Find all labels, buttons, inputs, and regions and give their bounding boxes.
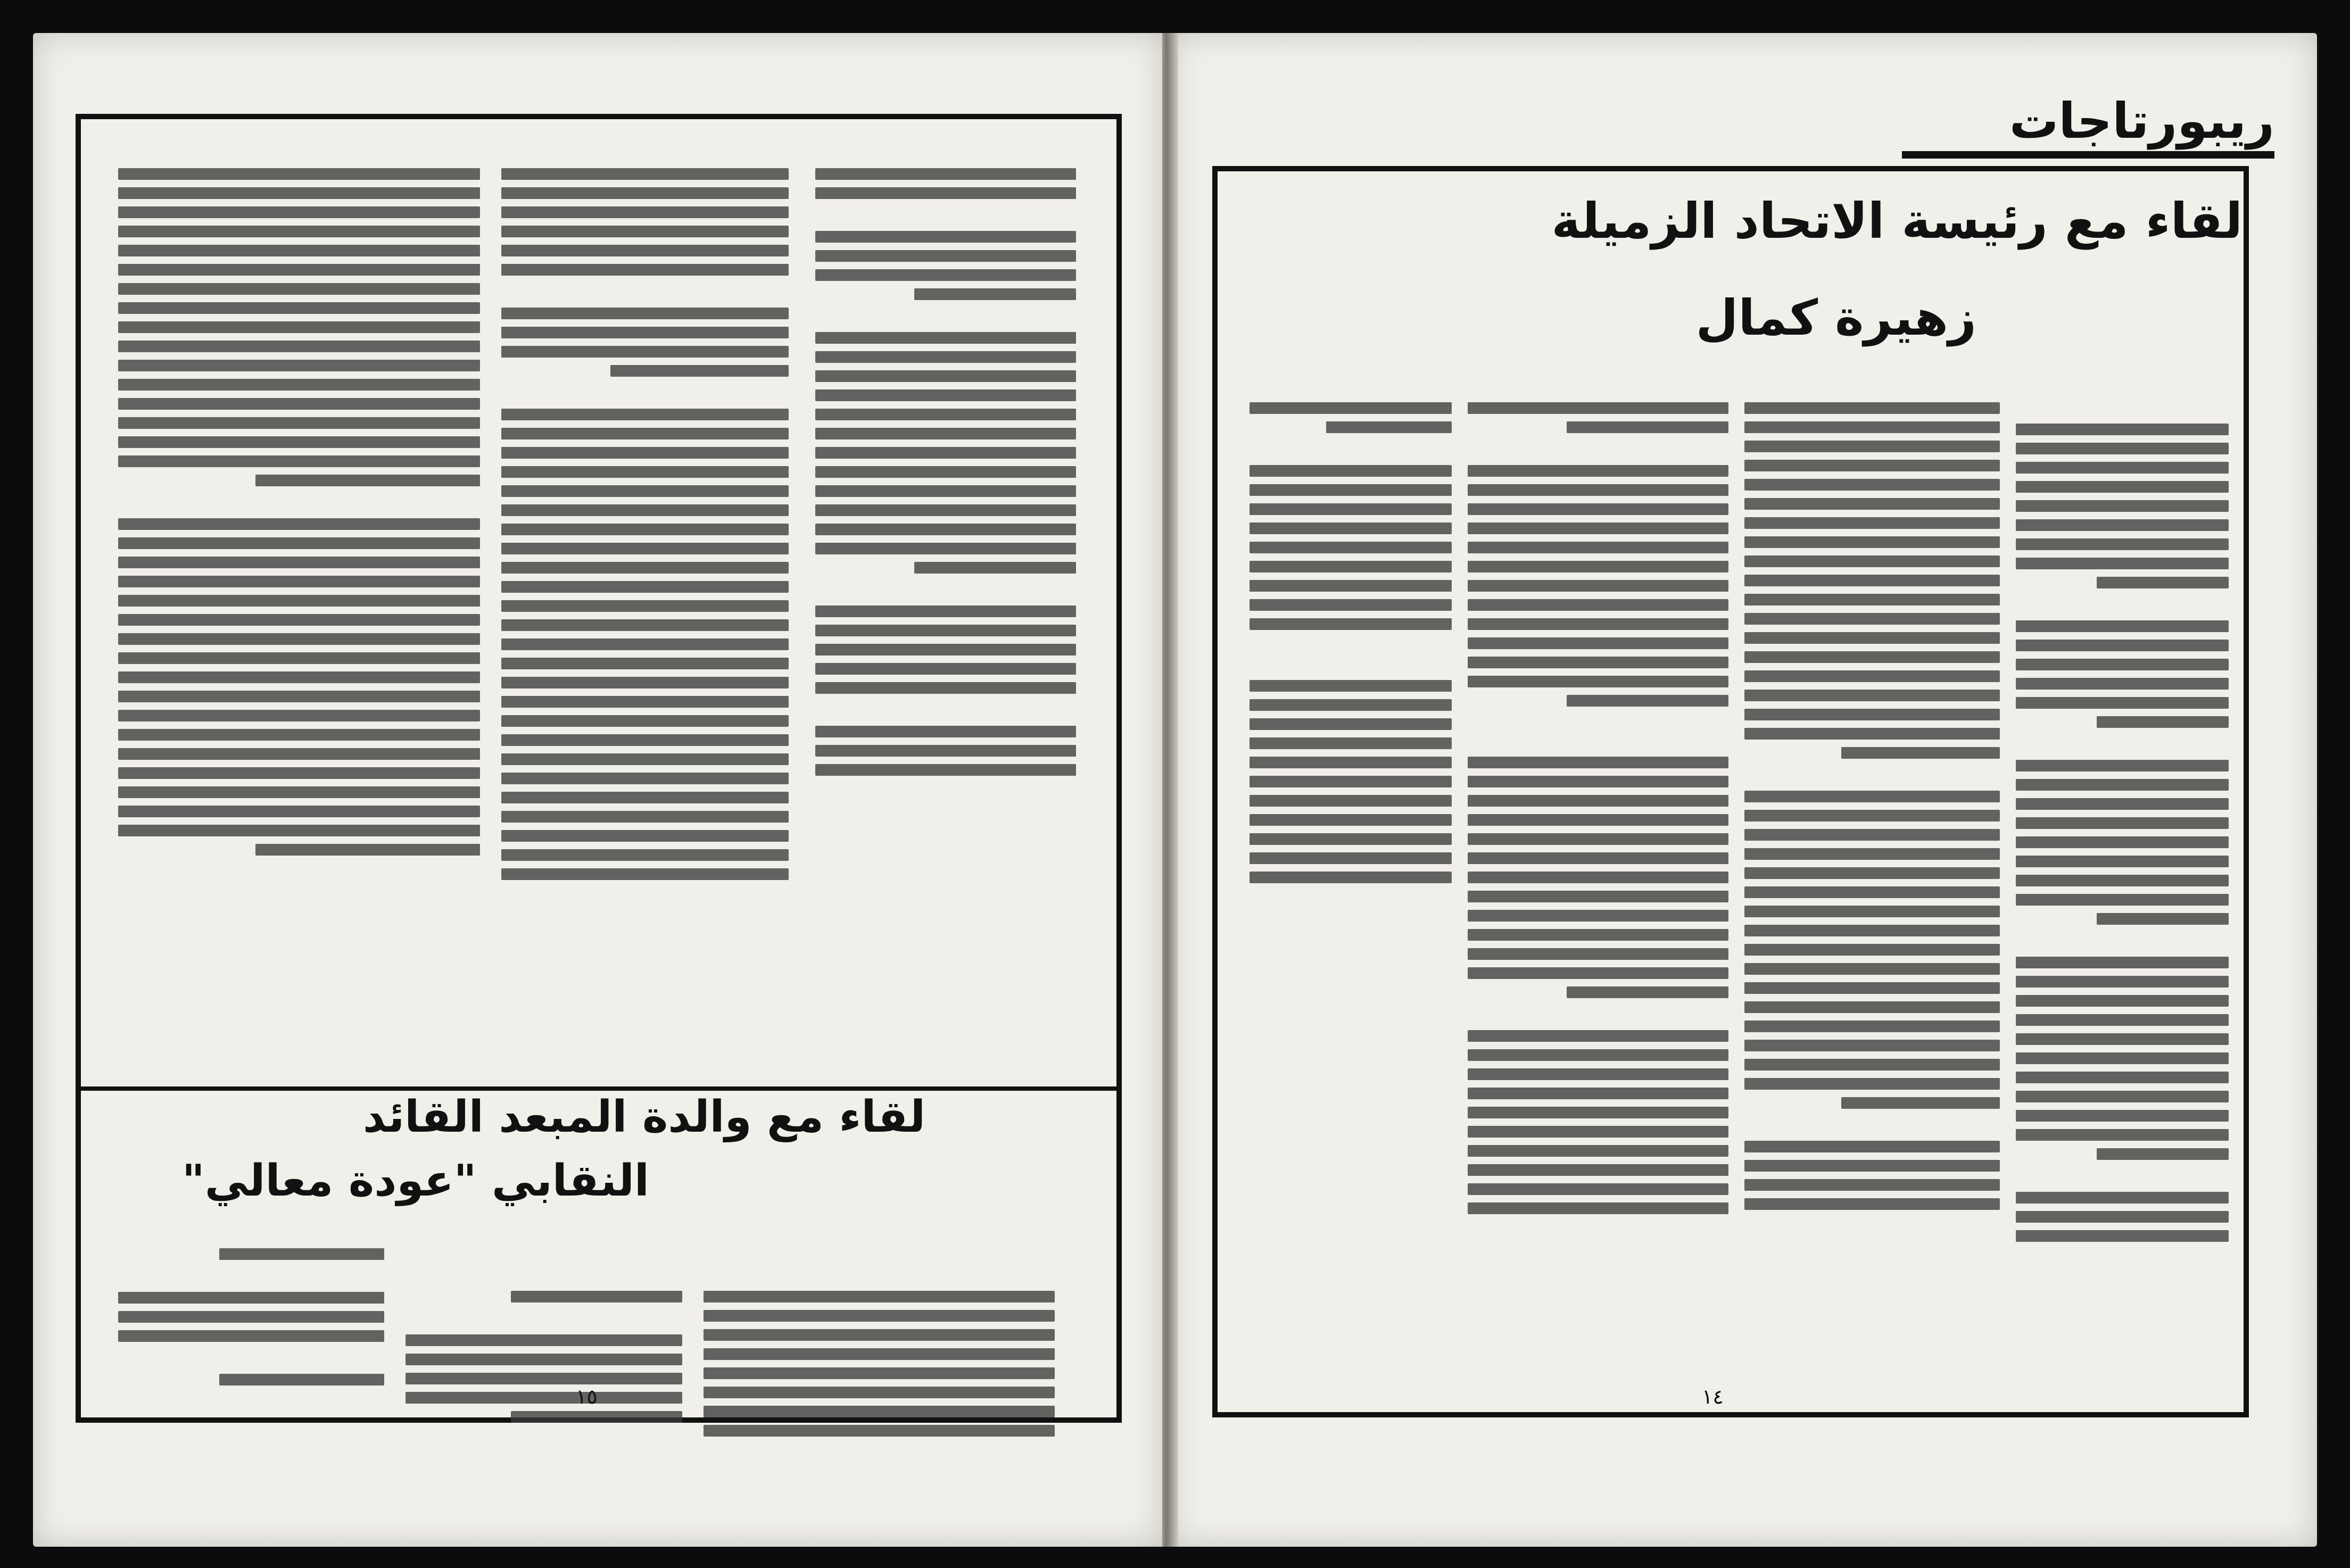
second-headline-line2: النقابي "عودة معالي": [182, 1156, 649, 1206]
article-column-6: [118, 1241, 384, 1392]
masthead-title: ريبورتاجات: [2009, 93, 2274, 150]
article-column-5: [406, 1283, 682, 1429]
interview-subheadline: زهيرة كمال: [1695, 289, 1976, 346]
article-column-2: [1744, 395, 2000, 1216]
interview-headline: لقاء مع رئيسة الاتحاد الزميلة: [1551, 193, 2243, 250]
masthead-rule: [1902, 151, 2274, 159]
article-column-3: [118, 161, 480, 862]
page-number: ١٥: [576, 1385, 598, 1408]
article-column-4: [1250, 395, 1452, 890]
article-column-1: [815, 161, 1076, 782]
article-column-2: [501, 161, 789, 886]
section-divider: [76, 1086, 1119, 1091]
second-headline-line1: لقاء مع والدة المبعد القائد: [363, 1092, 925, 1142]
right-page: [1170, 33, 2317, 1547]
left-page: [33, 33, 1162, 1547]
page-number: ١٤: [1702, 1385, 1724, 1408]
article-column-4: [704, 1283, 1055, 1443]
article-column-1: [2016, 416, 2229, 1248]
article-column-3: [1468, 395, 1728, 1221]
